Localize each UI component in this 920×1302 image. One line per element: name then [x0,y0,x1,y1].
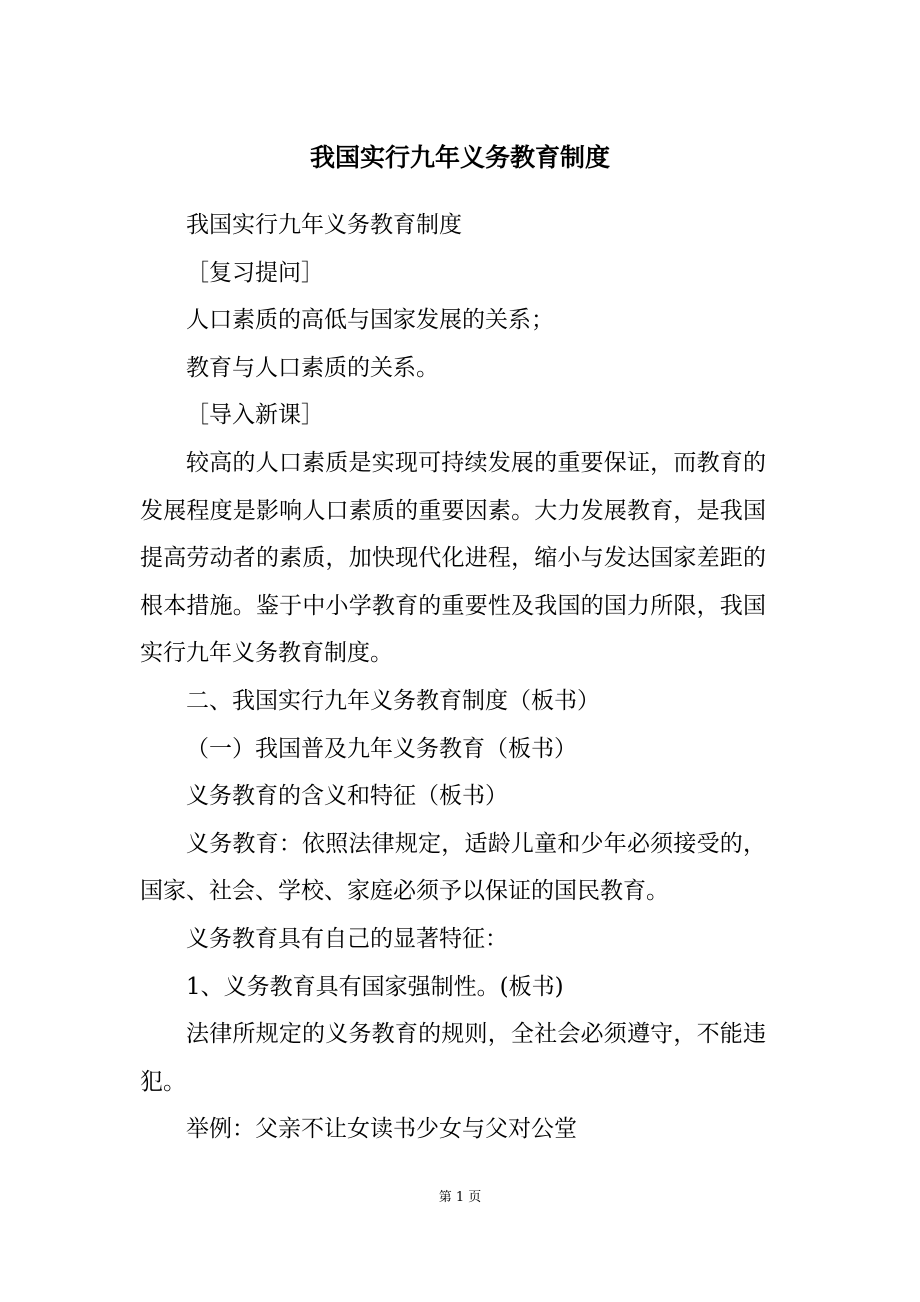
paragraph-review-q2: 教育与人口素质的关系。 [186,354,439,381]
paragraph-meaning-heading: 义务教育的含义和特征（板书） [186,783,508,810]
paragraph-subsection-1: （一）我国普及九年义务教育（板书） [186,735,577,762]
paragraph-example: 举例：父亲不让女读书少女与父对公堂 [186,1116,577,1143]
paragraph-definition: 义务教育：依照法律规定，适龄儿童和少年必须接受的，国家、社会、学校、家庭必须予以保证的国民教育。 [140,830,766,905]
document-body [140,202,766,1154]
paragraph-subtitle: 我国实行九年义务教育制度 [186,212,462,238]
paragraph-intro-text: 较高的人口素质是实现可持续发展的重要保证，而教育的发展程度是影响人口素质的重要因素。大力发展教育，是我国提高劳动者的素质，加快现代化进程，缩小与发达国家差距的根本措施。鉴于中小学教育的重要性及我国的国力所限，我国实行九年义务教育制度。 [140,449,766,667]
paragraph-review-q1: 人口素质的高低与国家发展的关系； [186,307,554,334]
page-number: 第 1 页 [438,1190,482,1205]
paragraph-feature-1-text: 法律所规定的义务教育的规则，全社会必须遵守，不能违犯。 [140,1021,766,1095]
paragraph-section-2: 二、我国实行九年义务教育制度（板书） [186,687,600,714]
document-title: 我国实行九年义务教育制度 [309,143,610,172]
paragraph-features-intro: 义务教育具有自己的显著特征： [186,925,508,952]
paragraph-intro-heading: ［导入新课］ [186,402,324,429]
paragraph-feature-1: 1、义务教育具有国家强制性。(板书) [186,973,564,1000]
paragraph-review-heading: ［复习提问］ [186,259,324,286]
